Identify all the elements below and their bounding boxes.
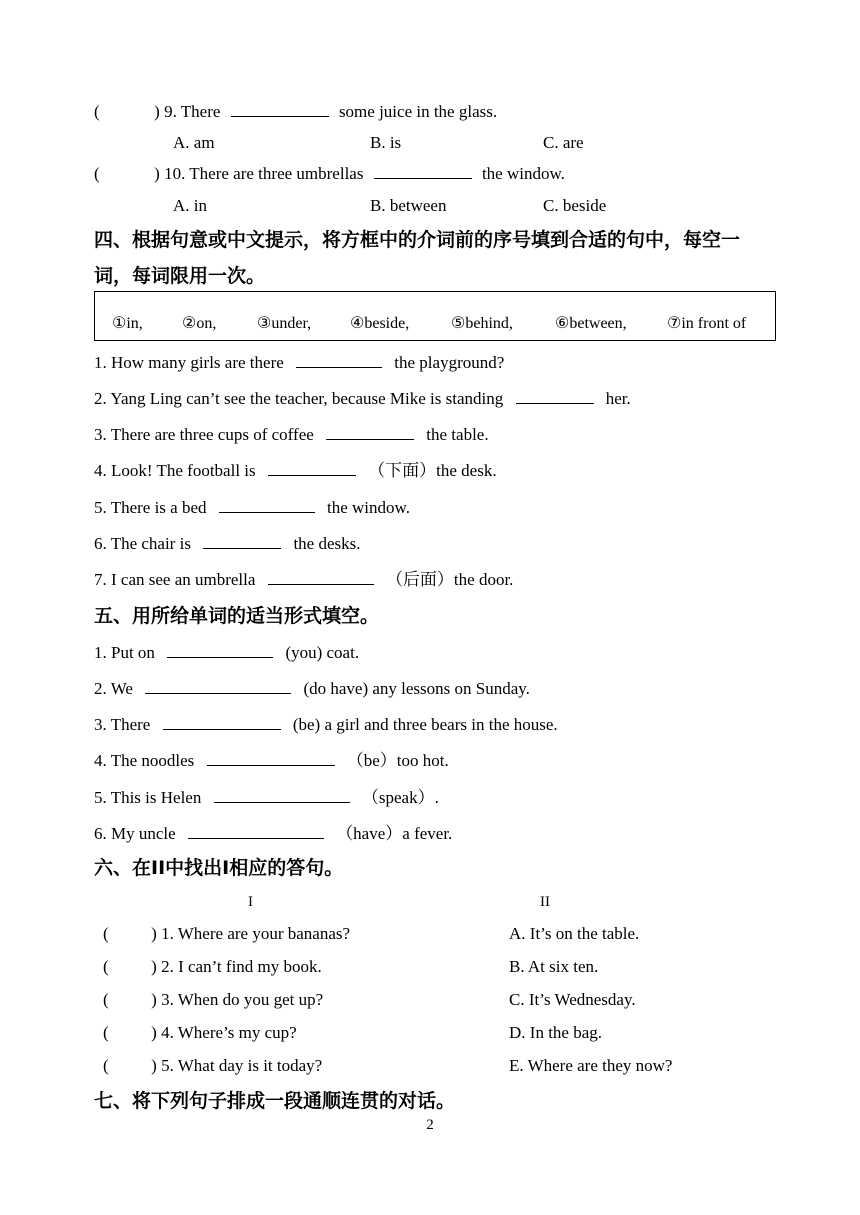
sec5-item-5 xyxy=(94,787,439,809)
match-answer-c: C. It’s Wednesday. xyxy=(509,990,636,1009)
sec4-item-1 xyxy=(94,352,504,374)
sec5-item-6-blank[interactable] xyxy=(188,823,324,839)
box-option-2: ②on, xyxy=(182,315,217,332)
sec5-item-1-before: 1. Put on xyxy=(94,643,155,662)
sec5-item-3-after: (be) a girl and three bears in the house. xyxy=(292,715,558,734)
q10-paren-open: ( xyxy=(94,164,100,183)
sec5-item-4 xyxy=(94,750,449,772)
sec5-item-2-before: 2. We xyxy=(94,679,133,698)
sec5-item-4-blank[interactable] xyxy=(207,750,335,766)
q9-line xyxy=(94,101,497,123)
sec4-item-2-blank[interactable] xyxy=(516,388,594,404)
sec4-item-1-blank[interactable] xyxy=(296,352,382,368)
sec4-item-5-before: 5. There is a bed xyxy=(94,498,207,517)
sec4-item-5 xyxy=(94,497,410,519)
sec4-item-7-before: 7. I can see an umbrella xyxy=(94,570,256,589)
sec4-item-7 xyxy=(94,569,513,591)
sec5-item-1-blank[interactable] xyxy=(167,642,273,658)
q9-number: 9. xyxy=(164,102,177,121)
sec4-item-6-before: 6. The chair is xyxy=(94,534,191,553)
box-option-4: ④beside, xyxy=(350,315,410,332)
q10-option-c: C. beside xyxy=(543,196,607,215)
sec4-item-6 xyxy=(94,533,360,555)
sec4-item-6-after: the desks. xyxy=(293,534,361,553)
sec4-item-4 xyxy=(94,460,497,482)
section-4-title-line1: 四、根据句意或中文提示，将方框中的介词前的序号填到合适的句中，每空一 xyxy=(94,229,741,251)
sec5-item-2-blank[interactable] xyxy=(145,678,291,694)
q9-option-a: A. am xyxy=(173,133,215,152)
page-number: 2 xyxy=(426,1117,434,1133)
section-6-title: 六、在II中找出I相应的答句。 xyxy=(94,857,344,879)
sec5-item-5-blank[interactable] xyxy=(214,787,350,803)
sec5-item-4-after: （be）too hot. xyxy=(346,751,449,770)
box-option-1: ①in, xyxy=(112,315,143,332)
section-4-title-line2: 词，每词限用一次。 xyxy=(94,265,266,287)
q9-text-before: There xyxy=(180,102,221,121)
sec4-item-1-after: the playground? xyxy=(394,353,505,372)
match-question-4: ( ) 4. Where’s my cup? xyxy=(103,1023,297,1042)
sec5-item-5-after: （speak）. xyxy=(361,788,439,807)
q9-option-b: B. is xyxy=(370,133,402,152)
sec5-item-1 xyxy=(94,642,359,664)
sec4-item-4-before: 4. Look! The football is xyxy=(94,461,256,480)
section-5-title: 五、用所给单词的适当形式填空。 xyxy=(94,605,380,627)
sec5-item-2 xyxy=(94,678,530,700)
sec5-item-3-before: 3. There xyxy=(94,715,151,734)
q10-number: 10. xyxy=(164,164,186,183)
sec4-item-2 xyxy=(94,388,631,410)
q9-paren-close: ) xyxy=(154,102,160,121)
sec5-item-4-before: 4. The noodles xyxy=(94,751,195,770)
sec4-item-2-before: 2. Yang Ling can’t see the teacher, because Mike is standing xyxy=(94,389,504,408)
match-question-1: ( ) 1. Where are your bananas? xyxy=(103,924,351,943)
sec4-item-7-blank[interactable] xyxy=(268,569,374,585)
sec5-item-1-after: (you) coat. xyxy=(285,643,360,662)
match-answer-b: B. At six ten. xyxy=(509,957,599,976)
sec5-item-5-before: 5. This is Helen xyxy=(94,788,202,807)
sec5-item-3-blank[interactable] xyxy=(163,714,281,730)
sec4-item-1-before: 1. How many girls are there xyxy=(94,353,284,372)
column-i-label: I xyxy=(248,894,253,910)
sec5-item-6 xyxy=(94,823,452,845)
match-question-5: ( ) 5. What day is it today? xyxy=(103,1056,323,1075)
box-option-3: ③under, xyxy=(257,315,312,332)
match-answer-e: E. Where are they now? xyxy=(509,1056,673,1075)
sec4-item-4-after: （下面）the desk. xyxy=(368,461,497,480)
column-ii-label: II xyxy=(540,894,550,910)
section-7-title: 七、将下列句子排成一段通顺连贯的对话。 xyxy=(94,1090,456,1112)
match-answer-d: D. In the bag. xyxy=(509,1023,603,1042)
sec4-item-3-blank[interactable] xyxy=(326,424,414,440)
q10-blank[interactable] xyxy=(374,163,472,179)
q10-text-after: the window. xyxy=(481,164,565,183)
sec4-item-4-blank[interactable] xyxy=(268,460,356,476)
q9-option-c: C. are xyxy=(543,133,584,152)
box-option-5: ⑤behind, xyxy=(451,315,513,332)
sec4-item-2-after: her. xyxy=(605,389,631,408)
box-option-6: ⑥between, xyxy=(555,315,627,332)
q10-option-a: A. in xyxy=(173,196,207,215)
match-question-2: ( ) 2. I can’t find my book. xyxy=(103,957,322,976)
sec4-item-5-after: the window. xyxy=(327,498,410,517)
q9-blank[interactable] xyxy=(231,101,329,117)
sec4-item-3-before: 3. There are three cups of coffee xyxy=(94,425,314,444)
sec4-item-7-after: （后面）the door. xyxy=(385,570,514,589)
q9-paren-open: ( xyxy=(94,102,100,121)
sec5-item-2-after: (do have) any lessons on Sunday. xyxy=(303,679,530,698)
sec4-item-3 xyxy=(94,424,489,446)
sec4-item-3-after: the table. xyxy=(426,425,489,444)
match-question-3: ( ) 3. When do you get up? xyxy=(103,990,324,1009)
q10-option-b: B. between xyxy=(370,196,447,215)
box-option-7: ⑦in front of xyxy=(667,315,747,332)
q10-line xyxy=(94,163,565,185)
sec5-item-3 xyxy=(94,714,558,736)
q10-text-before: There are three umbrellas xyxy=(189,164,364,183)
sec4-item-6-blank[interactable] xyxy=(203,533,281,549)
q9-text-after: some juice in the glass. xyxy=(338,102,498,121)
q10-paren-close: ) xyxy=(154,164,160,183)
sec5-item-6-after: （have）a fever. xyxy=(336,824,453,843)
sec4-item-5-blank[interactable] xyxy=(219,497,315,513)
match-answer-a: A. It’s on the table. xyxy=(509,924,640,943)
sec5-item-6-before: 6. My uncle xyxy=(94,824,176,843)
